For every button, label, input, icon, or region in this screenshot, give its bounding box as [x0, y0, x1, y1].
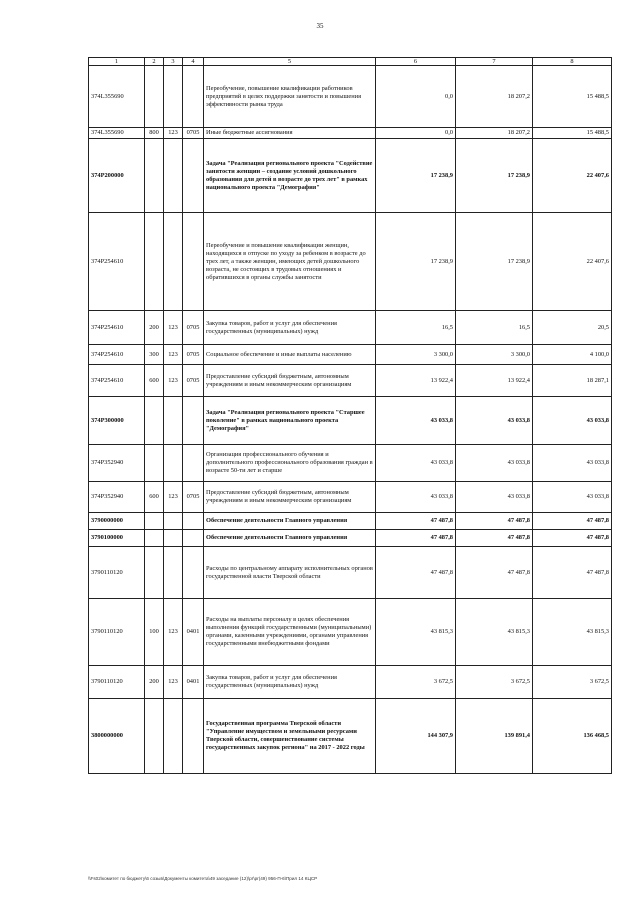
- department-code-cell: 123: [164, 345, 183, 365]
- department-code-cell: 123: [164, 311, 183, 345]
- department-code-cell: [164, 530, 183, 547]
- table-row: [89, 311, 612, 345]
- table-row: [89, 530, 612, 547]
- classification-code-cell: 3800000000: [89, 699, 145, 774]
- section-code-cell: 0705: [183, 311, 204, 345]
- amount-cell: 47 487,8: [533, 547, 612, 599]
- amount-cell: 144 307,9: [376, 699, 456, 774]
- amount-cell: 47 487,8: [533, 530, 612, 547]
- table-row: [89, 513, 612, 530]
- expense-type-cell: [145, 139, 164, 213]
- description-cell: Предоставление субсидий бюджетным, автономным учреждениям и иным некоммерческим организациям: [204, 365, 376, 397]
- amount-cell: 47 487,8: [376, 513, 456, 530]
- expense-type-cell: 100: [145, 599, 164, 666]
- column-header: 7: [456, 58, 533, 66]
- description-cell: Обеспечение деятельности Главного управления: [204, 513, 376, 530]
- section-code-cell: [183, 530, 204, 547]
- section-code-cell: 0705: [183, 365, 204, 397]
- section-code-cell: [183, 66, 204, 128]
- description-cell: Переобучение и повышение квалификации женщин, находящихся в отпуске по уходу за ребенком в возрасте до трех лет, а также женщин, имеющих детей дошкольного возраста, не состоящих в трудовых отношениях и обратившихся в органы службы занятости: [204, 213, 376, 311]
- amount-cell: 20,5: [533, 311, 612, 345]
- table-row: [89, 699, 612, 774]
- amount-cell: 43 033,8: [456, 482, 533, 513]
- expense-type-cell: 800: [145, 128, 164, 139]
- table-row: [89, 599, 612, 666]
- amount-cell: 43 815,3: [456, 599, 533, 666]
- description-cell: Организация профессионального обучения и дополнительного профессионального образования граждан в возрасте 50-ти лет и старше: [204, 445, 376, 482]
- department-code-cell: [164, 699, 183, 774]
- department-code-cell: [164, 397, 183, 445]
- column-header: 6: [376, 58, 456, 66]
- department-code-cell: [164, 213, 183, 311]
- table-row: [89, 547, 612, 599]
- amount-cell: 18 207,2: [456, 66, 533, 128]
- amount-cell: 13 922,4: [376, 365, 456, 397]
- description-cell: Закупка товаров, работ и услуг для обеспечения государственных (муниципальных) нужд: [204, 311, 376, 345]
- amount-cell: 47 487,8: [376, 530, 456, 547]
- amount-cell: 3 672,5: [456, 666, 533, 699]
- table-row: [89, 139, 612, 213]
- description-cell: Иные бюджетные ассигнования: [204, 128, 376, 139]
- department-code-cell: [164, 139, 183, 213]
- amount-cell: 43 033,8: [376, 482, 456, 513]
- amount-cell: 3 300,0: [456, 345, 533, 365]
- page-number: 35: [316, 22, 324, 30]
- expense-type-cell: [145, 397, 164, 445]
- description-cell: Обеспечение деятельности Главного управления: [204, 530, 376, 547]
- table-row: [89, 445, 612, 482]
- department-code-cell: 123: [164, 666, 183, 699]
- amount-cell: 15 488,5: [533, 128, 612, 139]
- expense-type-cell: 200: [145, 666, 164, 699]
- expense-type-cell: [145, 213, 164, 311]
- amount-cell: 47 487,8: [456, 547, 533, 599]
- classification-code-cell: 374L355690: [89, 66, 145, 128]
- expense-type-cell: 600: [145, 482, 164, 513]
- department-code-cell: [164, 513, 183, 530]
- classification-code-cell: 374L355690: [89, 128, 145, 139]
- amount-cell: 3 672,5: [376, 666, 456, 699]
- amount-cell: 18 207,2: [456, 128, 533, 139]
- description-cell: Задача "Реализация регионального проекта "Содействие занятости женщин – создание условий дошкольного образования для детей в возрасте до трех лет" в рамках национального проекта "Демография": [204, 139, 376, 213]
- classification-code-cell: 374P254610: [89, 345, 145, 365]
- expense-type-cell: [145, 699, 164, 774]
- amount-cell: 43 033,8: [376, 397, 456, 445]
- section-code-cell: 0705: [183, 128, 204, 139]
- table-row: [89, 666, 612, 699]
- expense-type-cell: [145, 445, 164, 482]
- amount-cell: 136 468,5: [533, 699, 612, 774]
- amount-cell: 43 033,8: [456, 445, 533, 482]
- classification-code-cell: 3790110120: [89, 666, 145, 699]
- section-code-cell: 0401: [183, 599, 204, 666]
- amount-cell: 3 300,0: [376, 345, 456, 365]
- amount-cell: 0,0: [376, 128, 456, 139]
- budget-table: [88, 57, 612, 774]
- column-header: 8: [533, 58, 612, 66]
- amount-cell: 4 100,0: [533, 345, 612, 365]
- amount-cell: 22 407,6: [533, 139, 612, 213]
- department-code-cell: 123: [164, 599, 183, 666]
- section-code-cell: [183, 139, 204, 213]
- amount-cell: 47 487,8: [533, 513, 612, 530]
- description-cell: Закупка товаров, работ и услуг для обеспечения государственных (муниципальных) нужд: [204, 666, 376, 699]
- amount-cell: 43 815,3: [376, 599, 456, 666]
- table-row: [89, 128, 612, 139]
- amount-cell: 43 033,8: [376, 445, 456, 482]
- section-code-cell: [183, 699, 204, 774]
- department-code-cell: [164, 66, 183, 128]
- description-cell: Задача "Реализация регионального проекта "Старшее поколение" в рамках национального проекта "Демография": [204, 397, 376, 445]
- table-row: [89, 365, 612, 397]
- classification-code-cell: 3790110120: [89, 599, 145, 666]
- section-code-cell: [183, 547, 204, 599]
- section-code-cell: [183, 397, 204, 445]
- column-header: 2: [145, 58, 164, 66]
- classification-code-cell: 3790110120: [89, 547, 145, 599]
- expense-type-cell: [145, 530, 164, 547]
- amount-cell: 43 033,8: [533, 445, 612, 482]
- amount-cell: 3 672,5: [533, 666, 612, 699]
- expense-type-cell: [145, 513, 164, 530]
- amount-cell: 17 238,9: [376, 139, 456, 213]
- amount-cell: 17 238,9: [456, 213, 533, 311]
- classification-code-cell: 374P300000: [89, 397, 145, 445]
- classification-code-cell: 374P254610: [89, 311, 145, 345]
- section-code-cell: [183, 445, 204, 482]
- amount-cell: 16,5: [376, 311, 456, 345]
- expense-type-cell: 300: [145, 345, 164, 365]
- department-code-cell: [164, 547, 183, 599]
- table-row: [89, 482, 612, 513]
- table-header-row: [89, 58, 612, 66]
- table-row: [89, 66, 612, 128]
- department-code-cell: [164, 445, 183, 482]
- amount-cell: 47 487,8: [456, 513, 533, 530]
- column-header: 3: [164, 58, 183, 66]
- description-cell: Социальное обеспечение и иные выплаты населению: [204, 345, 376, 365]
- classification-code-cell: 374P254610: [89, 213, 145, 311]
- table-row: [89, 345, 612, 365]
- classification-code-cell: 374P200000: [89, 139, 145, 213]
- classification-code-cell: 3790000000: [89, 513, 145, 530]
- description-cell: Государственная программа Тверской области "Управление имуществом и земельными ресурсами Тверской области, совершенствование системы государственных закупок региона" на 2017 - 2022 годы: [204, 699, 376, 774]
- column-header: 1: [89, 58, 145, 66]
- amount-cell: 15 488,5: [533, 66, 612, 128]
- expense-type-cell: [145, 66, 164, 128]
- classification-code-cell: 374P352940: [89, 445, 145, 482]
- column-header: 5: [204, 58, 376, 66]
- amount-cell: 47 487,8: [376, 547, 456, 599]
- classification-code-cell: 3790100000: [89, 530, 145, 547]
- amount-cell: 16,5: [456, 311, 533, 345]
- expense-type-cell: [145, 547, 164, 599]
- expense-type-cell: 600: [145, 365, 164, 397]
- description-cell: Переобучение, повышение квалификации работников предприятий в целях поддержки занятости и повышения эффективности рынка труда: [204, 66, 376, 128]
- amount-cell: 13 922,4: [456, 365, 533, 397]
- amount-cell: 43 815,3: [533, 599, 612, 666]
- section-code-cell: 0705: [183, 482, 204, 513]
- amount-cell: 43 033,8: [456, 397, 533, 445]
- classification-code-cell: 374P352940: [89, 482, 145, 513]
- section-code-cell: 0705: [183, 345, 204, 365]
- description-cell: Предоставление субсидий бюджетным, автономным учреждениям и иным некоммерческим организациям: [204, 482, 376, 513]
- amount-cell: 17 238,9: [376, 213, 456, 311]
- footer-file-path: \\Fs02\комитет по бюджету\6 созыв\Документы комитета\49 заседание (12)\pr\pr(49) 956-П-6\Прил 14 КЦСР: [88, 876, 318, 881]
- amount-cell: 139 891,4: [456, 699, 533, 774]
- classification-code-cell: 374P254610: [89, 365, 145, 397]
- section-code-cell: 0401: [183, 666, 204, 699]
- department-code-cell: 123: [164, 482, 183, 513]
- amount-cell: 17 238,9: [456, 139, 533, 213]
- amount-cell: 22 407,6: [533, 213, 612, 311]
- section-code-cell: [183, 213, 204, 311]
- table-row: [89, 397, 612, 445]
- amount-cell: 47 487,8: [456, 530, 533, 547]
- section-code-cell: [183, 513, 204, 530]
- amount-cell: 43 033,8: [533, 397, 612, 445]
- expense-type-cell: 200: [145, 311, 164, 345]
- description-cell: Расходы на выплаты персоналу в целях обеспечения выполнения функций государственными (муниципальными) органами, казенными учреждениями, органами управления государственными внебюджетными фондами: [204, 599, 376, 666]
- description-cell: Расходы по центральному аппарату исполнительных органов государственной власти Тверской области: [204, 547, 376, 599]
- department-code-cell: 123: [164, 365, 183, 397]
- table-row: [89, 213, 612, 311]
- column-header: 4: [183, 58, 204, 66]
- amount-cell: 43 033,8: [533, 482, 612, 513]
- amount-cell: 18 287,1: [533, 365, 612, 397]
- amount-cell: 0,0: [376, 66, 456, 128]
- department-code-cell: 123: [164, 128, 183, 139]
